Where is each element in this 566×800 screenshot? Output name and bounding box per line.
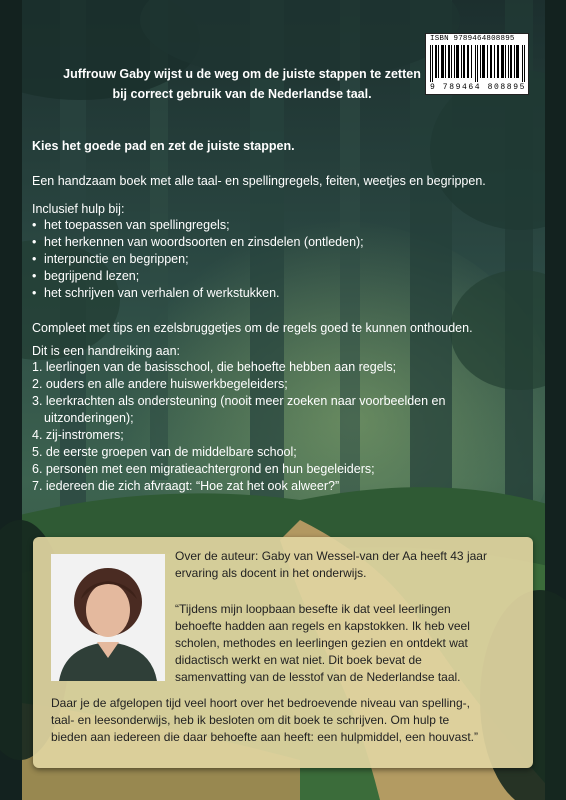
list-item: • begrijpend lezen;	[32, 268, 364, 285]
list-item: 4. zij-instromers;	[32, 428, 124, 442]
complete-text: Compleet met tips en ezelsbruggetjes om de regels goed te kunnen onthouden.	[32, 321, 473, 335]
isbn-label: ISBN 9789464808895	[430, 35, 515, 43]
author-about	[175, 548, 525, 582]
list-item: 3. leerkrachten als ondersteuning (nooit meer zoeken naar voorbeelden en	[32, 394, 446, 408]
author-closing	[51, 695, 529, 746]
tagline: Kies het goede pad en zet de juiste stappen.	[32, 139, 295, 153]
description: Een handzaam boek met alle taal- en spellingregels, feiten, weetjes en begrippen.	[32, 174, 486, 188]
author-box	[33, 537, 533, 768]
quote-line: “Tijdens mijn loopbaan besefte ik dat veel leerlingen	[175, 602, 451, 616]
author-quote	[175, 601, 525, 686]
quote-line: samenvatting van de lesstof van de Nederlandse taal.	[175, 670, 461, 684]
list-item: 7. iedereen die zich afvraagt: “Hoe zat het ook alweer?”	[32, 479, 340, 493]
closing-line: taal- en leesonderwijs, heb ik besloten om dit boek te schrijven. Om hulp te	[51, 713, 450, 727]
quote-line: didactisch werkt en wat niet. Dit boek bevat de	[175, 653, 422, 667]
intro-line-2: bij correct gebruik van de Nederlandse taal.	[112, 87, 372, 101]
list-item: 5. de eerste groepen van de middelbare school;	[32, 445, 297, 459]
isbn-digits: 9 789464 808895	[430, 83, 527, 92]
closing-line: Daar je de afgelopen tijd veel hoort over het bedroevende niveau van spelling-,	[51, 696, 470, 710]
audience-list	[32, 359, 532, 495]
list-item: 1. leerlingen van de basisschool, die behoefte hebben aan regels;	[32, 360, 397, 374]
about-line-2: ervaring als docent in het onderwijs.	[175, 566, 367, 580]
list-item: • het schrijven van verhalen of werkstukken.	[32, 285, 364, 302]
closing-line: bieden aan iedereen die daar behoefte aan heeft: een hulpmiddel, een houvast.”	[51, 730, 478, 744]
list-item: 2. ouders en alle andere huiswerkbegeleiders;	[32, 377, 288, 391]
audience-heading: Dit is een handreiking aan:	[32, 344, 181, 358]
list-item: • het herkennen van woordsoorten en zinsdelen (ontleden);	[32, 234, 364, 251]
help-heading: Inclusief hulp bij:	[32, 202, 125, 216]
intro-line-1: Juffrouw Gaby wijst u de weg om de juiste stappen te zetten	[63, 67, 421, 81]
quote-line: behoefte hadden aan regels en kapstokken. Ik heb veel	[175, 619, 470, 633]
help-list	[32, 217, 364, 302]
list-item: 6. personen met een migratieachtergrond en hun begeleiders;	[32, 462, 375, 476]
list-item: • interpunctie en begrippen;	[32, 251, 364, 268]
quote-line: scholen, methodes en leerlingen gezien en ontdekt wat	[175, 636, 468, 650]
author-photo	[51, 554, 165, 681]
list-item: • het toepassen van spellingregels;	[32, 217, 364, 234]
list-item: uitzonderingen);	[44, 411, 134, 425]
intro-text	[32, 64, 452, 104]
about-line-1: Over de auteur: Gaby van Wessel-van der Aa heeft 43 jaar	[175, 549, 487, 563]
